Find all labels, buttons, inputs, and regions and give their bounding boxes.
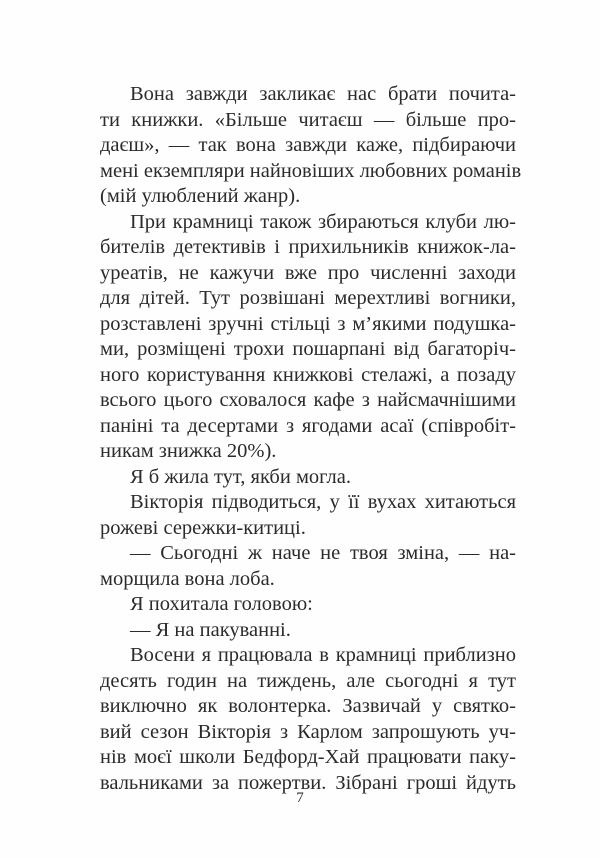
- text-line: ти книжки. «Більше читаєш — більше про-: [100, 108, 516, 131]
- text-line: вальниками за пожертви. Зібрані гроші йдуть: [100, 771, 516, 794]
- text-line: Вікторія підводиться, у її вухах хитаються: [130, 491, 516, 513]
- text-line: ного користування книжкові стелажі, а позаду: [100, 363, 516, 386]
- text-line: Я похитала головою:: [130, 593, 313, 615]
- text-line: бителів детективів і прихильників книжок-ла-: [100, 236, 516, 258]
- text-line: нів моєї школи Бедфорд-Хай працювати паку-: [100, 746, 516, 768]
- text-line: Восени я працювала в крамниці приблизно: [130, 644, 516, 666]
- paragraph: [100, 541, 516, 592]
- text-line: рожеві сережки-китиці.: [100, 516, 306, 539]
- text-line: ми, розміщені трохи пошарпані від багаторіч-: [100, 338, 516, 360]
- paragraph: [100, 592, 516, 618]
- page-number: 7: [296, 790, 304, 806]
- paragraph: [100, 618, 516, 644]
- body-text: [100, 82, 522, 796]
- text-line: розставлені зручні стільці з м’якими подушка-: [100, 312, 516, 335]
- text-line: никам знижка 20%).: [100, 440, 277, 462]
- text-line: паніні та десертами з ягодами асаї (співробіт-: [100, 414, 516, 437]
- paragraph: [100, 465, 516, 491]
- text-line: — Я на пакуванні.: [130, 618, 291, 641]
- paragraph: [100, 82, 522, 210]
- text-line: десять годин на тиждень, але сьогодні я тут: [100, 669, 516, 692]
- text-line: уреатів, не кажучи вже про численні заходи: [100, 261, 516, 284]
- text-line: (мій улюблений жанр).: [100, 185, 301, 207]
- text-line: Вона завжди закликає нас брати почита-: [130, 83, 516, 105]
- text-line: Я б жила тут, якби могла.: [130, 465, 351, 488]
- paragraph: [100, 643, 516, 796]
- text-line: для дітей. Тут розвішані мерехтливі вогники,: [100, 287, 516, 309]
- text-line: морщила вона лоба.: [100, 567, 275, 590]
- paragraph: [100, 210, 516, 465]
- text-line: даєш», — так вона завжди каже, підбираючи: [100, 134, 516, 156]
- text-line: — Сьогодні ж наче не твоя зміна, — на-: [130, 542, 516, 564]
- text-line: При крамниці також збираються клуби лю-: [130, 210, 516, 233]
- paragraph: [100, 490, 516, 541]
- text-line: вий сезон Вікторія з Карлом запрошують уч-: [100, 720, 516, 743]
- text-line: виключно як волонтерка. Зазвичай у святко-: [100, 695, 516, 717]
- text-line: всього цього сховалося кафе з найсмачнішими: [100, 389, 516, 411]
- text-line: мені екземпляри найновіших любовних романів: [100, 159, 522, 182]
